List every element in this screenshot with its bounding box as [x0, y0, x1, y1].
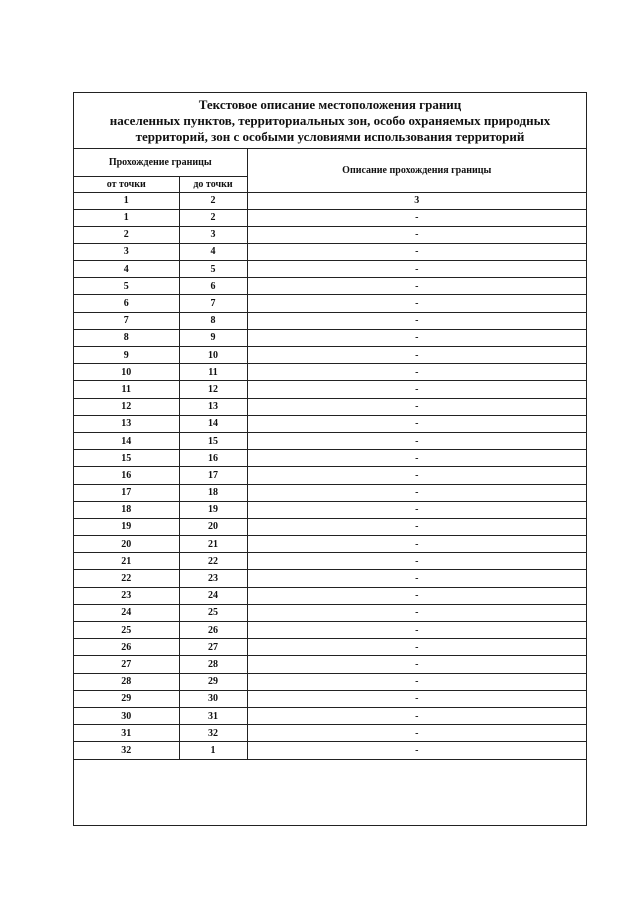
table-row	[74, 450, 586, 467]
to-point-cell: 25	[179, 604, 247, 621]
boundary-table	[74, 149, 586, 760]
description-cell: -	[247, 707, 586, 724]
to-point-cell: 6	[179, 278, 247, 295]
to-point-cell: 7	[179, 295, 247, 312]
description-cell: -	[247, 484, 586, 501]
from-point-cell: 11	[74, 381, 179, 398]
description-cell: -	[247, 329, 586, 346]
to-point-cell: 20	[179, 518, 247, 535]
to-point-cell: 16	[179, 450, 247, 467]
from-point-cell: 19	[74, 518, 179, 535]
title-line: населенных пунктов, территориальных зон, особо охраняемых природных	[109, 112, 551, 128]
from-point-cell: 13	[74, 415, 179, 432]
from-point-cell: 27	[74, 656, 179, 673]
table-row	[74, 656, 586, 673]
from-point-cell: 18	[74, 501, 179, 518]
header-from-point: от точки	[74, 176, 179, 192]
table-row	[74, 209, 586, 226]
description-cell: -	[247, 415, 586, 432]
from-point-cell: 29	[74, 690, 179, 707]
from-point-cell: 3	[74, 243, 179, 260]
description-cell: -	[247, 295, 586, 312]
to-point-cell: 5	[179, 261, 247, 278]
table-row	[74, 622, 586, 639]
to-point-cell: 26	[179, 622, 247, 639]
from-point-cell: 22	[74, 570, 179, 587]
to-point-cell: 19	[179, 501, 247, 518]
description-cell: -	[247, 690, 586, 707]
table-row	[74, 278, 586, 295]
to-point-cell: 10	[179, 347, 247, 364]
description-cell: -	[247, 639, 586, 656]
to-point-cell: 31	[179, 707, 247, 724]
description-cell: -	[247, 656, 586, 673]
to-point-cell: 9	[179, 329, 247, 346]
description-cell: -	[247, 347, 586, 364]
to-point-cell: 14	[179, 415, 247, 432]
from-point-cell: 31	[74, 725, 179, 742]
table-row	[74, 570, 586, 587]
description-cell: -	[247, 518, 586, 535]
description-cell: -	[247, 673, 586, 690]
from-point-cell: 20	[74, 536, 179, 553]
from-point-cell: 32	[74, 742, 179, 759]
to-point-cell: 11	[179, 364, 247, 381]
description-cell: -	[247, 312, 586, 329]
from-point-cell: 15	[74, 450, 179, 467]
table-row	[74, 536, 586, 553]
table-row	[74, 347, 586, 364]
to-point-cell: 23	[179, 570, 247, 587]
document-title	[74, 93, 586, 149]
table-row	[74, 467, 586, 484]
table-row	[74, 261, 586, 278]
column-number: 3	[247, 192, 586, 209]
from-point-cell: 16	[74, 467, 179, 484]
from-point-cell: 17	[74, 484, 179, 501]
header-to-point: до точки	[179, 176, 247, 192]
description-cell: -	[247, 243, 586, 260]
from-point-cell: 10	[74, 364, 179, 381]
to-point-cell: 1	[179, 742, 247, 759]
table-row	[74, 742, 586, 759]
to-point-cell: 4	[179, 243, 247, 260]
document-frame	[73, 92, 587, 826]
table-row	[74, 484, 586, 501]
to-point-cell: 8	[179, 312, 247, 329]
table-row	[74, 226, 586, 243]
description-cell: -	[247, 742, 586, 759]
to-point-cell: 24	[179, 587, 247, 604]
header-boundary-passage: Прохождение границы	[74, 149, 247, 176]
to-point-cell: 17	[179, 467, 247, 484]
description-cell: -	[247, 570, 586, 587]
from-point-cell: 8	[74, 329, 179, 346]
from-point-cell: 26	[74, 639, 179, 656]
table-row	[74, 725, 586, 742]
from-point-cell: 5	[74, 278, 179, 295]
description-cell: -	[247, 553, 586, 570]
from-point-cell: 23	[74, 587, 179, 604]
header-description: Описание прохождения границы	[247, 149, 586, 192]
to-point-cell: 32	[179, 725, 247, 742]
description-cell: -	[247, 622, 586, 639]
from-point-cell: 4	[74, 261, 179, 278]
to-point-cell: 21	[179, 536, 247, 553]
title-line: территорий, зон с особыми условиями использования территорий	[135, 128, 525, 144]
description-cell: -	[247, 725, 586, 742]
description-cell: -	[247, 432, 586, 449]
table-row	[74, 518, 586, 535]
to-point-cell: 12	[179, 381, 247, 398]
from-point-cell: 9	[74, 347, 179, 364]
to-point-cell: 3	[179, 226, 247, 243]
table-row	[74, 243, 586, 260]
table-row	[74, 415, 586, 432]
description-cell: -	[247, 226, 586, 243]
table-row	[74, 690, 586, 707]
to-point-cell: 18	[179, 484, 247, 501]
table-row	[74, 381, 586, 398]
from-point-cell: 24	[74, 604, 179, 621]
description-cell: -	[247, 536, 586, 553]
to-point-cell: 22	[179, 553, 247, 570]
table-body	[74, 209, 586, 759]
from-point-cell: 30	[74, 707, 179, 724]
table-row	[74, 432, 586, 449]
from-point-cell: 21	[74, 553, 179, 570]
to-point-cell: 13	[179, 398, 247, 415]
description-cell: -	[247, 209, 586, 226]
to-point-cell: 2	[179, 209, 247, 226]
from-point-cell: 25	[74, 622, 179, 639]
column-number: 1	[74, 192, 179, 209]
from-point-cell: 28	[74, 673, 179, 690]
description-cell: -	[247, 450, 586, 467]
table-row	[74, 501, 586, 518]
table-row	[74, 587, 586, 604]
from-point-cell: 6	[74, 295, 179, 312]
description-cell: -	[247, 467, 586, 484]
description-cell: -	[247, 398, 586, 415]
table-row	[74, 398, 586, 415]
description-cell: -	[247, 604, 586, 621]
table-row	[74, 329, 586, 346]
description-cell: -	[247, 587, 586, 604]
to-point-cell: 15	[179, 432, 247, 449]
title-line: Текстовое описание местоположения границ	[198, 96, 462, 112]
table-row	[74, 364, 586, 381]
table-row	[74, 295, 586, 312]
to-point-cell: 28	[179, 656, 247, 673]
to-point-cell: 29	[179, 673, 247, 690]
from-point-cell: 1	[74, 209, 179, 226]
column-number: 2	[179, 192, 247, 209]
table-row	[74, 673, 586, 690]
from-point-cell: 7	[74, 312, 179, 329]
table-row	[74, 312, 586, 329]
table-row	[74, 604, 586, 621]
description-cell: -	[247, 261, 586, 278]
description-cell: -	[247, 501, 586, 518]
from-point-cell: 14	[74, 432, 179, 449]
from-point-cell: 12	[74, 398, 179, 415]
description-cell: -	[247, 278, 586, 295]
description-cell: -	[247, 364, 586, 381]
from-point-cell: 2	[74, 226, 179, 243]
to-point-cell: 27	[179, 639, 247, 656]
table-row	[74, 707, 586, 724]
description-cell: -	[247, 381, 586, 398]
table-row	[74, 553, 586, 570]
to-point-cell: 30	[179, 690, 247, 707]
table-row	[74, 639, 586, 656]
